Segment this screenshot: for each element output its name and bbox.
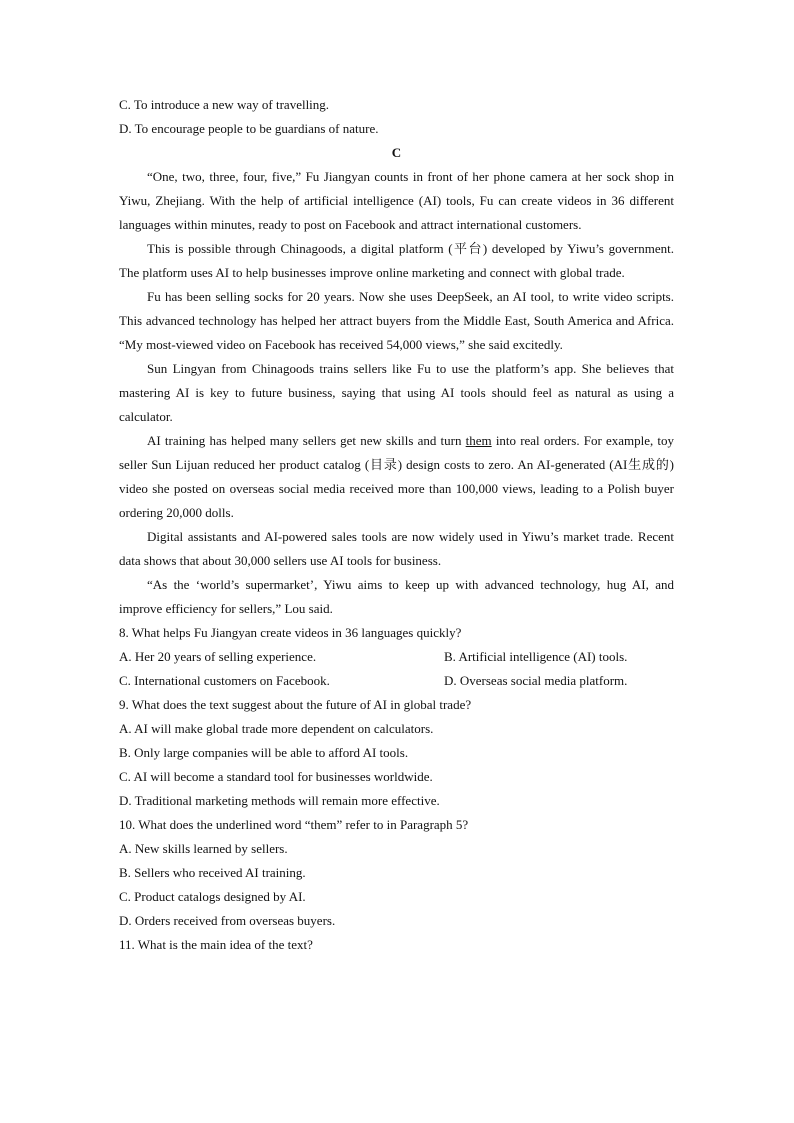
paragraph-2: This is possible through Chinagoods, a digital platform (平台) developed by Yiwu’s government. The platform uses AI to help businesses improve online marketing and connect with global trade. xyxy=(119,241,674,280)
paragraph-4: Sun Lingyan from Chinagoods trains sellers like Fu to use the platform’s app. She believes that mastering AI is key to future business, saying that using AI tools should feel as natural as using a calculator. xyxy=(119,361,674,424)
question-10-option-d: D. Orders received from overseas buyers. xyxy=(119,913,336,928)
paragraph-5-text-after: into real orders. For example, toy seller Sun Lijuan reduced her product catalog (目录) design costs to zero. An AI-generated (AI生成的) video she posted on overseas social media received more than 100,000 views, leading to a Polish buyer ordering 20,000 dolls. xyxy=(119,433,674,520)
prev-option-d: D. To encourage people to be guardians of nature. xyxy=(119,121,379,136)
paragraph-6: Digital assistants and AI-powered sales tools are now widely used in Yiwu’s market trade. Recent data shows that about 30,000 sellers use AI tools for business. xyxy=(119,529,674,568)
question-8-option-b: B. Artificial intelligence (AI) tools. xyxy=(444,649,628,664)
question-11-stem: 11. What is the main idea of the text? xyxy=(119,937,313,952)
question-9-stem: 9. What does the text suggest about the future of AI in global trade? xyxy=(119,697,472,712)
question-9-option-a: A. AI will make global trade more dependent on calculators. xyxy=(119,721,434,736)
question-10-option-a: A. New skills learned by sellers. xyxy=(119,841,288,856)
question-8-option-d: D. Overseas social media platform. xyxy=(444,673,628,688)
question-10-stem: 10. What does the underlined word “them” refer to in Paragraph 5? xyxy=(119,817,469,832)
question-10-option-b: B. Sellers who received AI training. xyxy=(119,865,306,880)
paragraph-5 xyxy=(119,429,674,525)
underlined-word-them: them xyxy=(465,433,492,448)
question-10-option-c: C. Product catalogs designed by AI. xyxy=(119,889,306,904)
paragraph-1: “One, two, three, four, five,” Fu Jiangyan counts in front of her phone camera at her sock shop in Yiwu, Zhejiang. With the help of artificial intelligence (AI) tools, Fu can create videos in 36 different languages within minutes, ready to post on Facebook and attract international customers. xyxy=(119,169,674,232)
question-8-stem: 8. What helps Fu Jiangyan create videos in 36 languages quickly? xyxy=(119,625,462,640)
question-8-option-c: C. International customers on Facebook. xyxy=(119,673,330,688)
document-page xyxy=(119,93,674,957)
paragraph-5-text-before: AI training has helped many sellers get new skills and turn xyxy=(147,433,466,448)
paragraph-3: Fu has been selling socks for 20 years. Now she uses DeepSeek, an AI tool, to write video scripts. This advanced technology has helped her attract buyers from the Middle East, South America and Africa. “My most-viewed video on Facebook has received 54,000 views,” she said excitedly. xyxy=(119,289,674,352)
question-8-options-row-2 xyxy=(119,669,674,693)
question-9-option-c: C. AI will become a standard tool for businesses worldwide. xyxy=(119,769,433,784)
question-8-options-row-1 xyxy=(119,645,674,669)
question-9-option-b: B. Only large companies will be able to afford AI tools. xyxy=(119,745,409,760)
prev-option-c: C. To introduce a new way of travelling. xyxy=(119,97,330,112)
question-8-option-a: A. Her 20 years of selling experience. xyxy=(119,649,317,664)
section-title: C xyxy=(391,145,402,160)
paragraph-7: “As the ‘world’s supermarket’, Yiwu aims to keep up with advanced technology, hug AI, and improve efficiency for sellers,” Lou said. xyxy=(119,577,674,616)
question-9-option-d: D. Traditional marketing methods will remain more effective. xyxy=(119,793,440,808)
